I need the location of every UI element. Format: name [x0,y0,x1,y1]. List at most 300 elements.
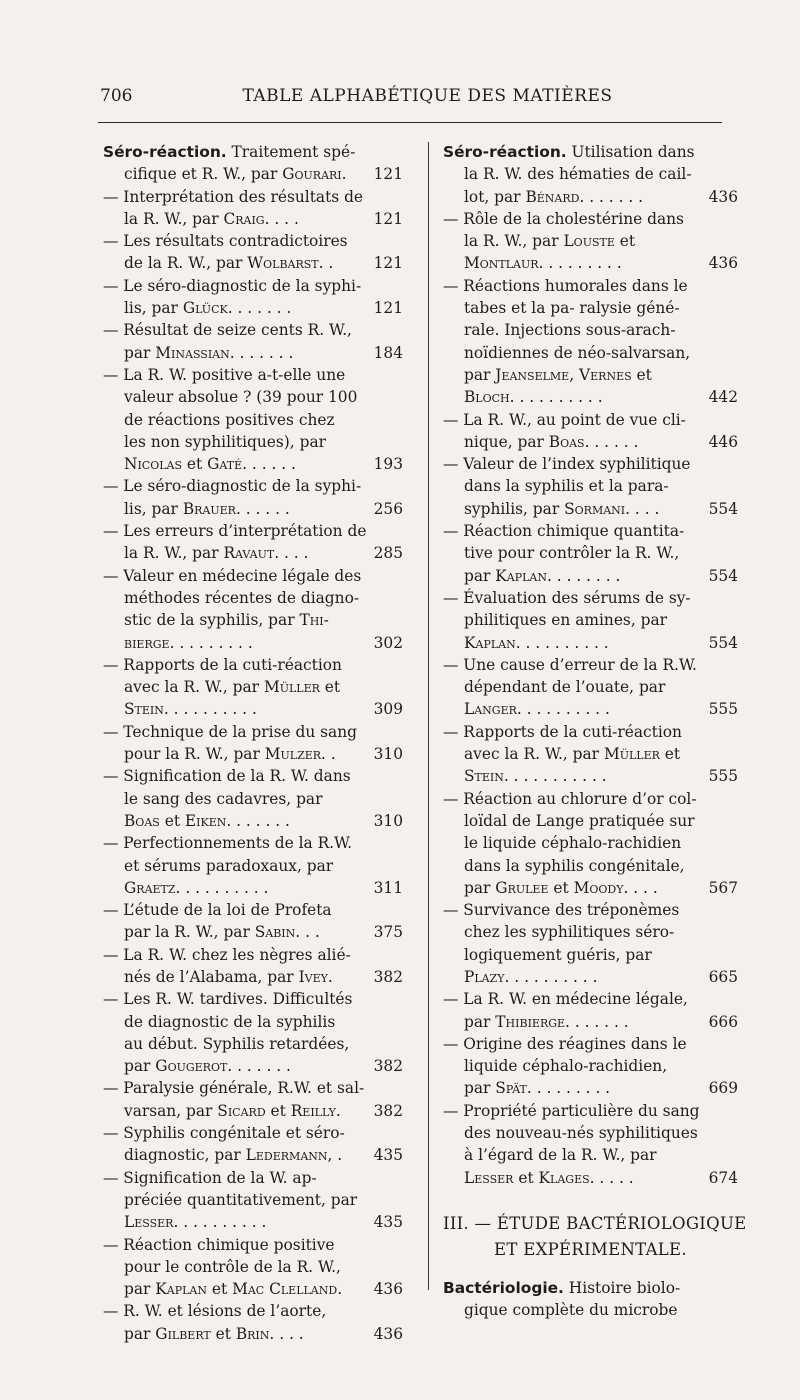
entry-text: pour la R. W., par [124,745,265,764]
entry-text: et [265,1101,291,1120]
author-name: Boas [124,811,160,830]
entry-text: chez les syphilitiques séro- [464,923,675,942]
header-rule [98,122,722,123]
entry-text: par [124,1324,156,1343]
entry-text: — Rapports de la cuti-réaction [443,722,682,741]
page-reference: 554 [708,633,738,652]
entry-line [103,1033,403,1055]
author-name: Bénard [525,187,580,206]
entry-line [103,966,403,988]
section-spacer-2 [443,1263,738,1277]
entry-text: — Évaluation des sérums de sy- [443,588,691,607]
entry-line [103,721,403,743]
entry-line [103,208,403,230]
entry-text: Histoire biolo- [563,1278,681,1297]
author-name: Kaplan [464,633,516,652]
author-name: Spät [495,1079,527,1098]
entry-text: . [327,967,333,986]
entry-text: . . . . . . . [229,343,294,362]
author-name: Sabin [254,923,296,942]
entry-text: . . . . . . . . . . [175,878,269,897]
page-number: 706 [100,86,133,106]
author-name: Ravaut [223,544,275,563]
entry-line [443,319,738,341]
entry-line [103,498,403,520]
entry-line [103,810,403,832]
entry-text: noïdiennes de néo-salvarsan, [464,343,691,362]
entry-line [443,1144,738,1166]
entry-text: — Rôle de la cholestérine dans [443,209,684,228]
entry-text: par [464,1012,496,1031]
entry-text: lis, par [124,299,183,318]
index-entry [103,832,403,899]
page-reference: 310 [373,745,403,764]
index-entry [103,721,403,766]
entry-text: les non syphilitiques), par [124,432,326,451]
entry-line [103,1300,403,1322]
author-name: Langer [464,700,517,719]
entry-text: — Perfectionnements de la R.W. [103,834,353,853]
page-reference: 436 [373,1280,403,1299]
entry-text: . . . . . . . [226,811,290,830]
page-reference: 382 [373,1101,403,1120]
entry-line [103,1278,403,1300]
entry-text: stic de la syphilis, par [124,611,300,630]
entry-line [103,475,403,497]
entry-line [443,1299,738,1321]
page-reference: 674 [708,1168,738,1187]
entry-text: syphilis, par [464,499,565,518]
entry-text: varsan, par [124,1101,218,1120]
section-spacer [443,1189,738,1211]
index-entry [103,988,403,1077]
entry-text: lis, par [124,499,183,518]
author-name: Sicard [217,1101,266,1120]
page-reference: 311 [373,878,403,897]
entry-text: — La R. W. chez les nègres alié- [103,945,351,964]
entry-text: , . [327,1146,343,1165]
entry-line [103,1077,403,1099]
column-divider [428,142,429,1290]
entry-text: . . . . . . [235,499,290,518]
entry-text: — Réaction au chlorure d’or col- [443,789,697,808]
entry-text: méthodes récentes de diagno- [124,588,360,607]
entry-text: . . . . . . . . . . [515,633,609,652]
entry-line [103,565,403,587]
index-entry [443,788,738,899]
entry-line [443,966,738,988]
entry-line [103,587,403,609]
index-entry [103,319,403,364]
index-entry [103,765,403,832]
entry-text: gique complète du microbe [464,1301,678,1320]
author-name: Boas [548,432,585,451]
author-name: Vernes [579,365,632,384]
author-name: Sormani [564,499,626,518]
page-reference: 121 [373,299,403,318]
entry-text: tabes et la pa- ralysie géné- [464,299,680,318]
author-name: Bloch [464,388,510,407]
entry-text: . . . . . . . . [547,566,621,585]
entry-line [443,698,738,720]
entry-text: . . . . . . . [227,1057,291,1076]
entry-text: des nouveau-nés syphilitiques [464,1124,698,1143]
entry-line [443,453,738,475]
entry-text: le liquide céphalo-rachidien [464,834,682,853]
author-name: Moody [573,878,624,897]
entry-line [103,1122,403,1144]
entry-text: . [341,165,347,184]
entry-text: . . . . . . [242,455,296,474]
entry-text: — Signification de la R. W. dans [103,767,351,786]
entry-line [443,899,738,921]
entry-line [443,721,738,743]
author-name: Gougerot [155,1057,228,1076]
entry-text: . . . . . . . . . . [516,700,610,719]
entry-text: — Rapports de la cuti-réaction [103,655,342,674]
entry-text: nés de l’Alabama, par [124,967,299,986]
entry-line [443,542,738,564]
entry-text: — Paralysie générale, R.W. et sal- [103,1079,365,1098]
page-reference: 310 [373,811,403,830]
page-reference: 446 [708,432,738,451]
entry-text: — Réaction chimique positive [103,1235,335,1254]
entry-line [443,988,738,1010]
author-name: Müller [603,745,660,764]
entry-line [443,743,738,765]
entry-line [103,1189,403,1211]
author-name: Nicolas [124,455,183,474]
entry-line [443,163,738,185]
entry-line [103,252,403,274]
index-entry [103,475,403,520]
entry-text: la R. W. des hématies de cail- [464,165,692,184]
page-reference: 121 [373,209,403,228]
entry-text: — Valeur en médecine légale des [103,566,362,585]
page-reference: 555 [708,767,738,786]
author-name: Jeanselme [495,365,570,384]
index-entry [443,520,738,587]
entry-line [443,1167,738,1189]
entry-line [443,1077,738,1099]
entry-text: le sang des cadavres, par [124,789,323,808]
entry-line [443,944,738,966]
entry-line [443,230,738,252]
index-entry [103,1234,403,1301]
entry-line [443,654,738,676]
entry-text: . . . . . . . [579,187,644,206]
entry-line [443,1011,738,1033]
entry-line [443,275,738,297]
page-reference: 442 [708,388,738,407]
page-reference: 436 [373,1324,403,1343]
entry-text: — Une cause d’erreur de la R.W. [443,655,697,674]
author-name: Eiken [184,811,227,830]
entry-text: de la R. W., par [124,254,248,273]
page-reference: 256 [373,499,403,518]
page-reference: 554 [708,499,738,518]
author-name: Müller [263,678,320,697]
entry-text: . . . . . . . . . . [509,388,603,407]
entry-text: . . . . . . . . . . [504,967,598,986]
author-name: Wolbarst [247,254,319,273]
entry-line [103,632,403,654]
author-name: Louste [563,232,615,251]
entry-line [103,944,403,966]
entry-line [103,877,403,899]
entry-text: . . [318,254,334,273]
entry-line [103,1211,403,1233]
entry-text: dépendant de l’ouate, par [464,678,666,697]
page-reference: 375 [373,923,403,942]
entry-text: . . . . [264,209,299,228]
entry-line [443,855,738,877]
entry-line [443,364,738,386]
entry-text: et [659,745,681,764]
entry-line [103,1144,403,1166]
entry-line [443,765,738,787]
index-entry [103,364,403,475]
entry-text: liquide céphalo-rachidien, [464,1057,668,1076]
author-name: Thibierge [495,1012,566,1031]
entry-text: . [337,1280,343,1299]
entry-line [443,632,738,654]
entry-line [103,921,403,943]
entry-text: avec la R. W., par [124,678,264,697]
entry-text: — Résultat de seize cents R. W., [103,321,352,340]
author-name: Mulzer [264,745,322,764]
entry-text: par [124,1280,156,1299]
index-entry [103,1077,403,1122]
index-entry [103,186,403,231]
entry-text: — Propriété particulière du sang [443,1101,700,1120]
page-reference: 666 [708,1012,738,1031]
section-heading-line-1: III. — ÉTUDE BACTÉRIOLOGIQUE [443,1213,747,1233]
page-reference: 567 [708,878,738,897]
author-name: bierge [124,633,170,652]
entry-text: — Origine des réagines dans le [443,1034,687,1053]
entry-text: pour le contrôle de la R. W., [124,1257,341,1276]
right-column-entries [443,141,738,1189]
entry-text: à l’égard de la R. W., par [464,1146,657,1165]
entry-text: . . [321,745,336,764]
entry-line [103,186,403,208]
entry-line [103,609,403,631]
index-entry [443,275,738,409]
index-entry [443,654,738,721]
entry-line [103,409,403,431]
entry-line [443,386,738,408]
entry-line [103,230,403,252]
entry-text: philitiques en amines, par [464,611,667,630]
entry-line [443,1100,738,1122]
entry-line [103,297,403,319]
page-reference: 285 [373,544,403,563]
entry-text: loïdal de Lange pratiquée sur [464,811,695,830]
author-name: Grulee [495,878,549,897]
author-name: Kaplan [495,566,547,585]
entry-text: — Interprétation des résultats de [103,187,364,206]
entry-line [443,877,738,899]
entry-text: la R. W., par [124,544,224,563]
entry-line [443,1277,738,1299]
entry-text: diagnostic, par [124,1146,246,1165]
entry-line [443,208,738,230]
entry-line [443,498,738,520]
entry-text: par [124,343,156,362]
entry-line [443,409,738,431]
entry-text: de diagnostic de la syphilis [124,1012,336,1031]
author-name: Craig [223,209,265,228]
page-reference: 121 [373,165,403,184]
entry-text: et sérums paradoxaux, par [124,856,334,875]
entry-line [103,364,403,386]
entry-line [103,832,403,854]
entry-text: . . . . . . . . . [169,633,253,652]
entry-line [443,788,738,810]
index-entry [103,944,403,989]
page-reference: 121 [373,254,403,273]
running-title: TABLE ALPHABÉTIQUE DES MATIÈRES [242,86,613,106]
entry-text: . . . . . . . . . . [173,1213,267,1232]
entry-text: logiquement guéris, par [464,945,652,964]
page-reference: 554 [708,566,738,585]
entry-text: . . . . [625,499,660,518]
entry-text: . . . . [274,544,309,563]
entry-text: préciée quantitativement, par [124,1190,358,1209]
entry-line [443,297,738,319]
entry-text: — Signification de la W. ap- [103,1168,317,1187]
author-name: Minassian [155,343,230,362]
entry-text: . . . . . . . [565,1012,629,1031]
entry-line [443,810,738,832]
entry-line [103,743,403,765]
entry-line [443,676,738,698]
entry-line [103,855,403,877]
entry-text: . . . . . [589,1168,634,1187]
entry-heading: Bactériologie. [443,1278,564,1297]
entry-line [443,921,738,943]
index-entry [443,1033,738,1100]
entry-line [443,1055,738,1077]
author-name: Glück [182,299,228,318]
entry-text: la R. W., par [464,232,564,251]
author-name: Stein [124,700,164,719]
entry-line [103,1167,403,1189]
entry-line [443,1122,738,1144]
entry-text: — Les erreurs d’interprétation de [103,522,367,541]
page-reference: 435 [373,1146,403,1165]
entry-text: . . . . [623,878,658,897]
page-reference: 382 [373,1057,403,1076]
index-entry [443,1100,738,1189]
entry-text: par [464,878,496,897]
entry-text: Traitement spé- [226,143,356,161]
index-entry [103,1300,403,1345]
entry-line [103,275,403,297]
entry-text: — Le séro-diagnostic de la syphi- [103,276,362,295]
entry-text: lot, par [464,187,526,206]
author-name: Thi- [299,611,329,630]
entry-line [103,676,403,698]
entry-line [103,141,403,163]
entry-text: . . . . . . [584,432,639,451]
entry-line [103,1100,403,1122]
entry-text: . [335,1101,341,1120]
entry-line [443,565,738,587]
entry-line [103,163,403,185]
page-reference: 435 [373,1213,403,1232]
index-entry [443,988,738,1033]
page-reference: 382 [373,967,403,986]
author-name: Stein [464,767,504,786]
author-name: Lesser [124,1213,174,1232]
entry-text: et [182,455,208,474]
author-name: Lesser [464,1168,514,1187]
entry-text: et [513,1168,539,1187]
entry-text: Utilisation dans [566,143,695,161]
entry-text: . . . . . . . . . [538,254,622,273]
entry-text: . . . . [269,1324,304,1343]
author-name: Plazy [464,967,505,986]
entry-line [103,520,403,542]
entry-text: et [319,678,341,697]
entry-text: avec la R. W., par [464,745,604,764]
entry-text: et [207,1280,233,1299]
entry-line [443,252,738,274]
entry-line [443,186,738,208]
entry-text: dans la syphilis et la para- [464,477,669,496]
index-entry [443,409,738,454]
entry-text: — L’étude de la loi de Profeta [103,901,332,920]
entry-text: — Le séro-diagnostic de la syphi- [103,477,362,496]
entry-line [443,587,738,609]
index-entry [443,899,738,988]
index-entry [103,520,403,565]
entry-text: rale. Injections sous-arach- [464,321,676,340]
index-entry [103,654,403,721]
page-reference: 436 [708,187,738,206]
author-name: Montlaur [464,254,539,273]
entry-text: dans la syphilis congénitale, [464,856,685,875]
entry-text: — Les résultats contradictoires [103,232,348,251]
author-name: Mac Clelland [232,1280,338,1299]
entry-text: valeur absolue ? (39 pour 100 [124,388,358,407]
entry-text: par la R. W., par [124,923,255,942]
entry-heading: Séro-réaction. [443,143,567,161]
entry-line [103,319,403,341]
section-heading-line-2: ET EXPÉRIMENTALE. [494,1239,687,1259]
entry-line [103,899,403,921]
page-header [100,86,715,112]
entry-line [103,342,403,364]
entry-text: , [569,365,580,384]
entry-line [103,1234,403,1256]
left-column [103,141,403,1345]
entry-line [103,1256,403,1278]
page-reference: 309 [373,700,403,719]
index-entry [103,565,403,654]
entry-text: et [614,232,636,251]
entry-text: . . . . . . . . . . . [503,767,607,786]
author-name: Kaplan [155,1280,207,1299]
index-entry [103,899,403,944]
index-entry [443,587,738,654]
entry-text: . . . [295,923,320,942]
entry-text: — R. W. et lésions de l’aorte, [103,1302,327,1321]
index-entry [443,1277,738,1322]
entry-text: . . . . . . . . . . [163,700,257,719]
